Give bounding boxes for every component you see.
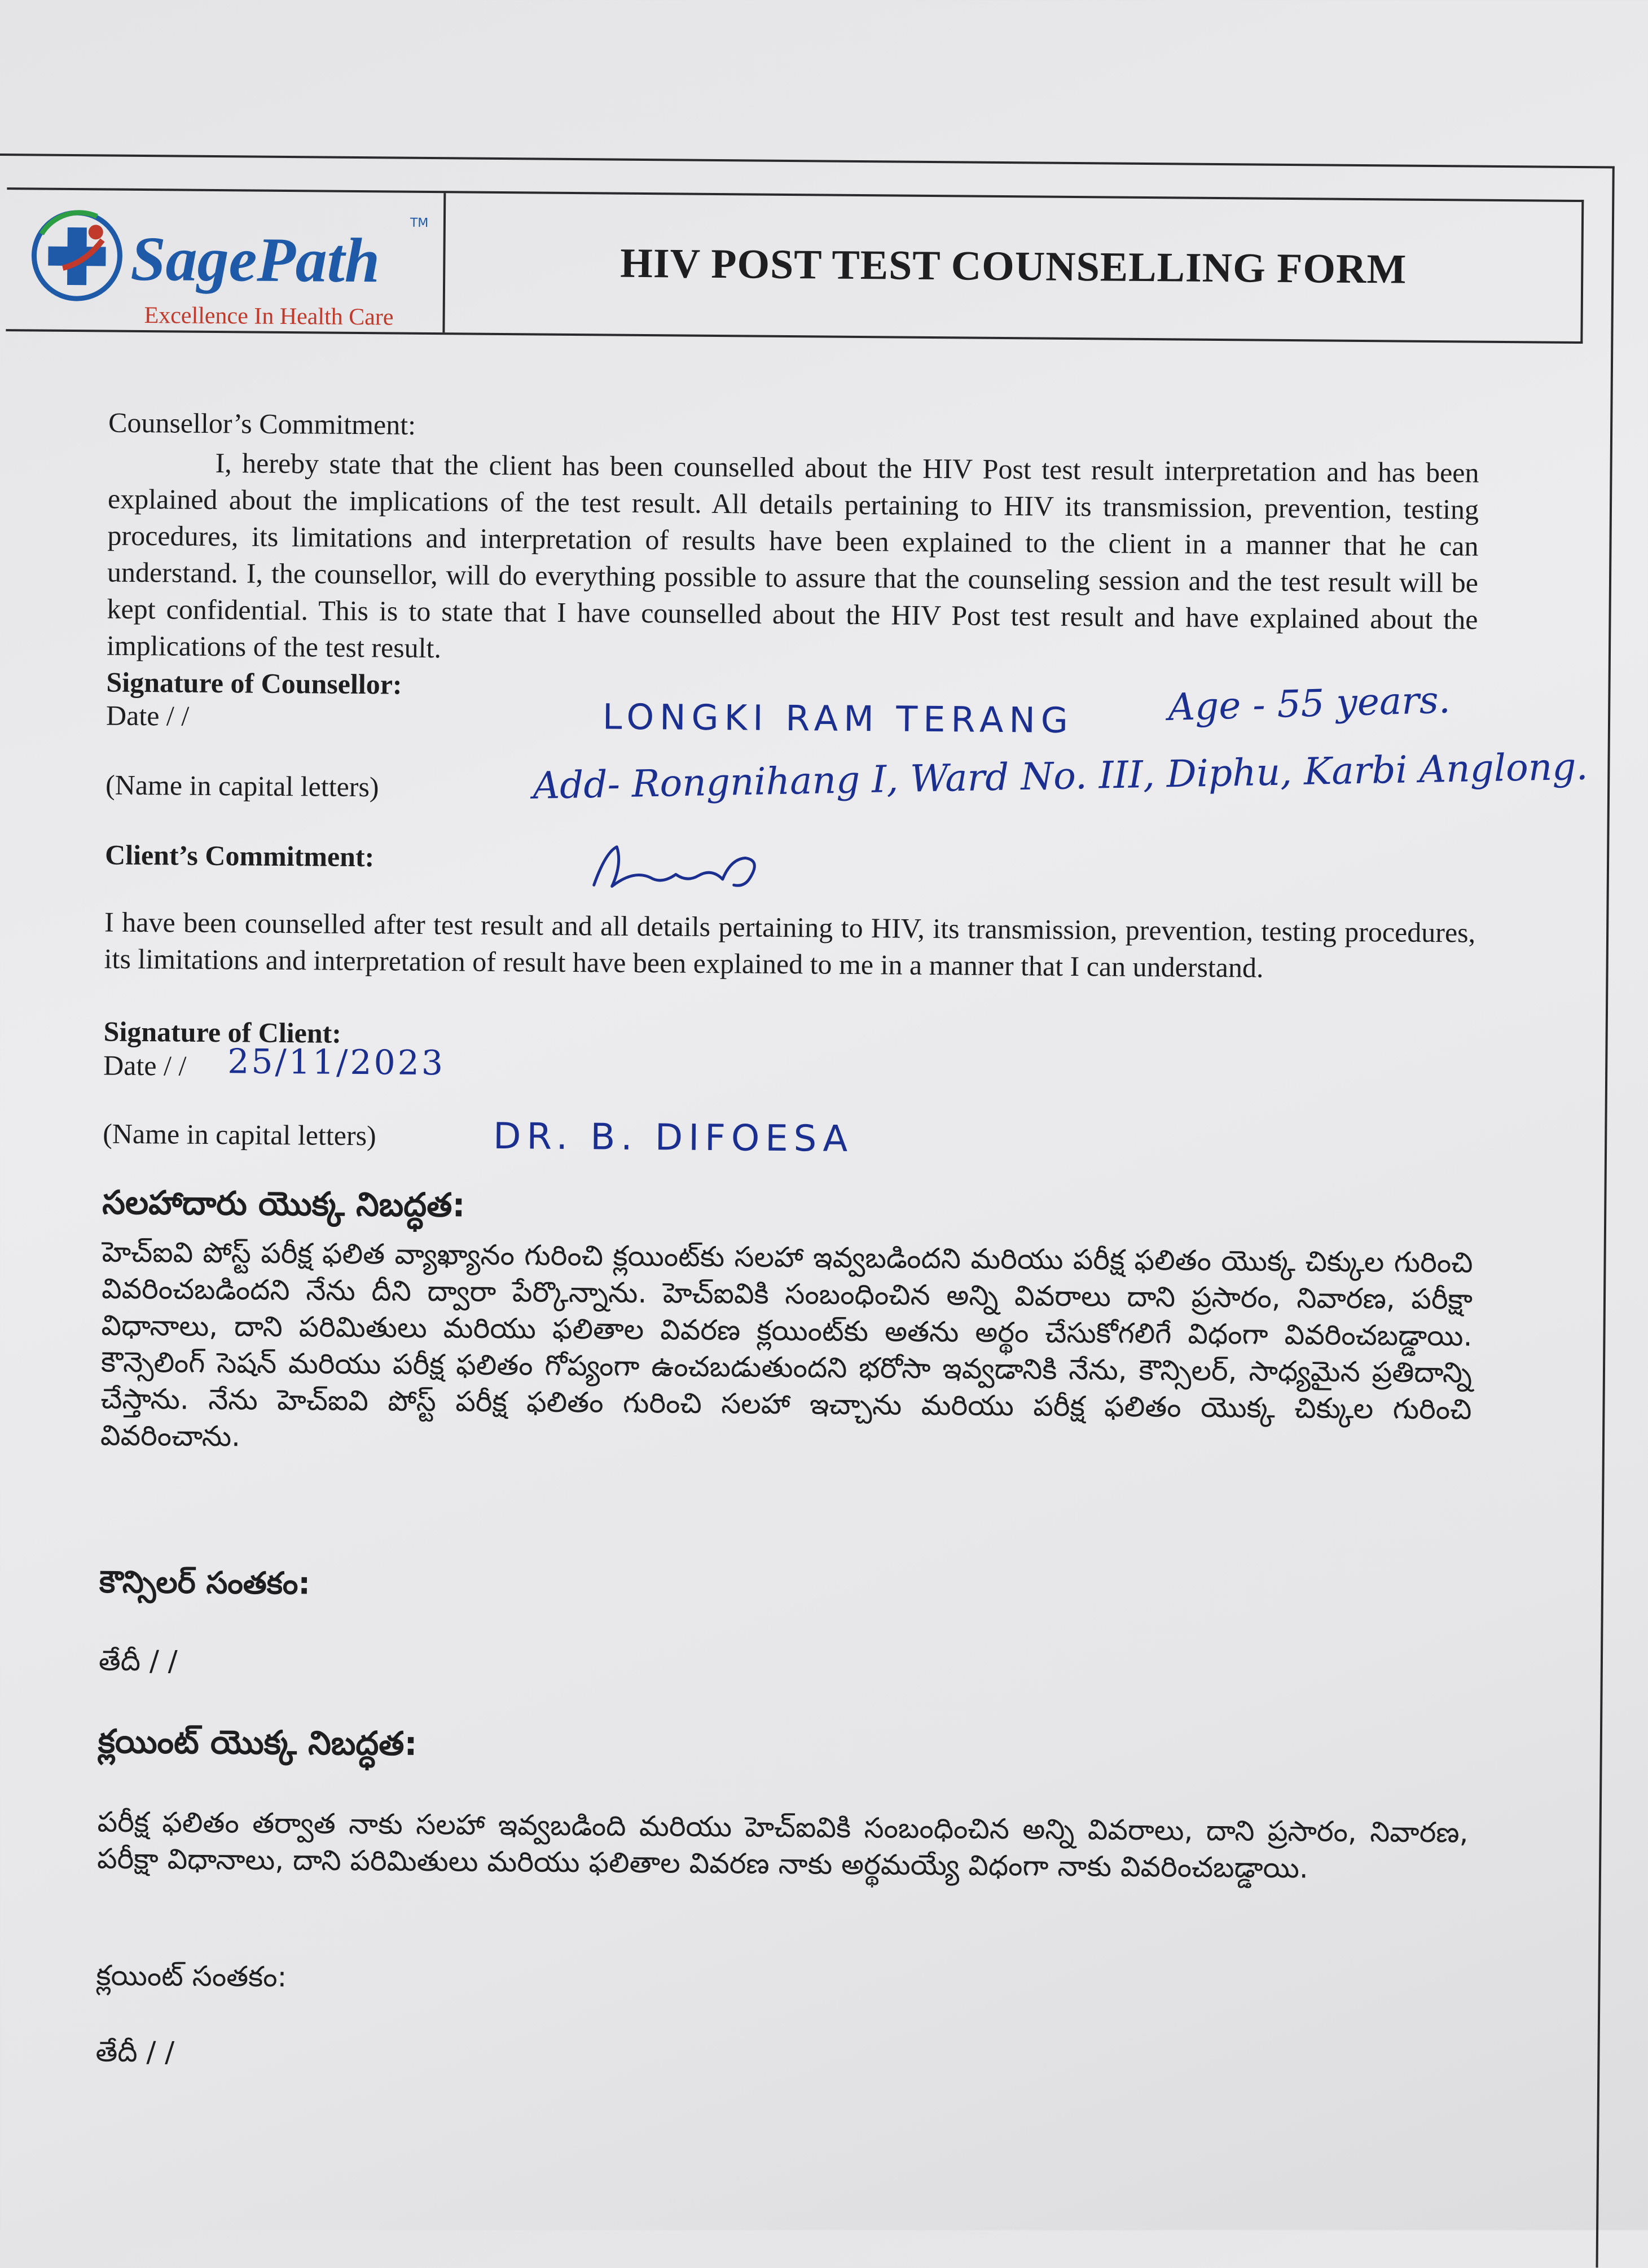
handwritten-date: 25/11/2023 xyxy=(227,1042,446,1083)
client-commitment-heading: Client’s Commitment: xyxy=(104,839,375,873)
telugu-counsellor-date-label: తేదీ / / xyxy=(98,1644,178,1678)
counsellor-commitment-paragraph: I, hereby state that the client has been counselled about the HIV Post test result interpretation and has been explained about the implications of the test result. All details pertaining to HIV its transmission, prevention, testing procedures, its limitations and interpretation of results have been explained to the client in a manner that he can understand. I, the counsellor, will do everything possible to assure that the counseling session and the test result will be kept confidential. This is to state that I have counselled about the HIV Post test result and have explained about the implications of the test result. xyxy=(106,447,1479,664)
counsellor-commitment-heading: Counsellor’s Commitment: xyxy=(108,406,416,441)
form-header xyxy=(6,187,1584,344)
logo-trademark: TM xyxy=(410,216,429,230)
handwritten-client-address: Add- Rongnihang I, Ward No. III, Diphu, Karbi Anglong. xyxy=(532,744,1589,808)
client-signature-label: Signature of Client: xyxy=(103,1015,342,1049)
telugu-counsellor-signature-label: కౌన్సిలర్ సంతకం: xyxy=(99,1564,311,1602)
counsellor-name-label: (Name in capital letters) xyxy=(105,769,379,803)
telugu-client-heading: క్లయింట్ యొక్క నిబద్ధత: xyxy=(98,1722,418,1763)
client-name-label: (Name in capital letters) xyxy=(103,1117,376,1152)
sagepath-logo xyxy=(23,194,430,333)
handwritten-counsellor-name: DR. B. DIFOESA xyxy=(493,1115,854,1160)
logo-brand: SagePath xyxy=(130,223,380,296)
handwritten-client-name: LONGKI RAM TERANG xyxy=(602,696,1074,741)
client-signature xyxy=(582,830,775,905)
telugu-counsellor-paragraph: హెచ్ఐవి పోస్ట్ పరీక్ష ఫలిత వ్యాఖ్యానం గురించి క్లయింట్‌కు సలహా ఇవ్వబడిందని మరియు పరీక్ష ఫలితం యొక్క చిక్కుల గురించి వివరించబడిందని నేను దీని ద్వారా పేర్కొన్నాను. హెచ్ఐవికి సంబంధించిన అన్ని వివరాలు దాని ప్రసారం, నివారణ, పరీక్షా విధానాలు, దాని పరిమితులు మరియు ఫలితాల వివరణ క్లయింట్‌కు అతను అర్థం చేసుకోగలిగే విధంగా వివరించబడ్డాయి. కౌన్సెలింగ్ సెషన్ మరియు పరీక్ష ఫలితం గోప్యంగా ఉంచబడుతుందని భరోసా ఇవ్వడానికి నేను, కౌన్సిలర్, సాధ్యమైన ప్రతిదాన్ని చేస్తాను. నేను హెచ్ఐవి పోస్ట్ పరీక్ష ఫలితం గురించి సలహా ఇచ్చాను మరియు పరీక్ష ఫలితం యొక్క చిక్కుల గురించి వివరించాను. xyxy=(100,1235,1473,1453)
telugu-counsellor-heading: సలహాదారు యొక్క నిబద్ధత: xyxy=(102,1183,465,1225)
form-title: HIV POST TEST COUNSELLING FORM xyxy=(620,240,1407,293)
telugu-client-date-label: తేదీ / / xyxy=(95,2035,175,2069)
logo-cell xyxy=(6,190,446,332)
telugu-client-signature-label: క్లయింట్ సంతకం: xyxy=(96,1959,287,1994)
telugu-client-paragraph: పరీక్ష ఫలితం తర్వాత నాకు సలహా ఇవ్వబడింది మరియు హెచ్ఐవికి సంబంధించిన అన్ని వివరాలు, దాని ప్రసారం, నివారణ, పరీక్షా విధానాలు, దాని పరిమితులు మరియు ఫలితాల వివరణ నాకు అర్థమయ్యే విధంగా నాకు వివరించబడ్డాయి. xyxy=(96,1805,1469,1885)
client-commitment-paragraph: I have been counselled after test result and all details pertaining to HIV, its transmission, prevention, testing procedures, its limitations and interpretation of result have been explained to me in a manner that I can understand. xyxy=(104,906,1476,984)
medical-cross-person-icon xyxy=(34,212,120,299)
client-date-label: Date / / xyxy=(103,1049,187,1082)
logo-tagline: Excellence In Health Care xyxy=(144,302,394,331)
handwritten-client-age: Age - 55 years. xyxy=(1167,678,1451,730)
counsellor-date-label: Date / / xyxy=(106,699,190,732)
counsellor-signature-label: Signature of Counsellor: xyxy=(106,666,402,700)
